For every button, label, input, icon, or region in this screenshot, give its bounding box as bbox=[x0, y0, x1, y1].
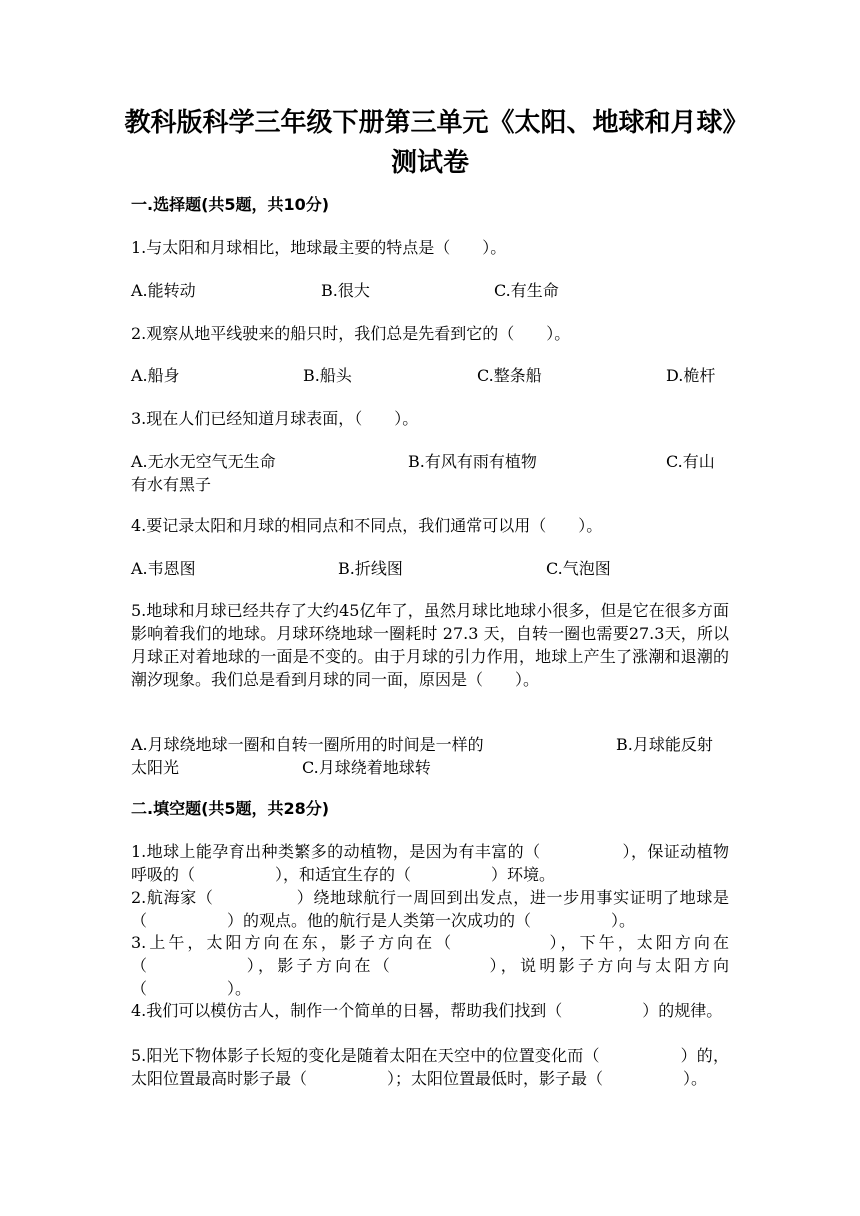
fill-item: 1.地球上能孕育出种类繁多的动植物，是因为有丰富的（ ），保证动植物呼吸的（ ），和适宜生存的（ ）环境。 bbox=[131, 842, 729, 884]
option-b: B.很大 bbox=[321, 281, 370, 300]
fill-item: 4.我们可以模仿古人，制作一个简单的日晷，帮助我们找到（ ）的规律。 bbox=[131, 1001, 723, 1020]
section-heading-choice: 一.选择题(共5题，共10分) bbox=[131, 195, 330, 214]
option-c: C.有生命 bbox=[494, 281, 559, 300]
option-b: B.月球能反射 bbox=[616, 735, 713, 754]
option-b: B.折线图 bbox=[338, 559, 403, 578]
option-b-continued: 太阳光 bbox=[131, 758, 180, 777]
option-a: A.月球绕地球一圈和自转一圈所用的时间是一样的 bbox=[131, 735, 484, 754]
option-a: A.能转动 bbox=[131, 281, 196, 300]
fill-item: 5.阳光下物体影子长短的变化是随着太阳在天空中的位置变化而（ ）的，太阳位置最高时影子最（ ）；太阳位置最低时，影子最（ ）。 bbox=[131, 1046, 729, 1088]
question-stem: 1.与太阳和月球相比，地球最主要的特点是（ ）。 bbox=[131, 238, 507, 257]
option-c: C.整条船 bbox=[477, 366, 542, 385]
option-c: C.有山 bbox=[666, 452, 715, 471]
question-stem: 4.要记录太阳和月球的相同点和不同点，我们通常可以用（ ）。 bbox=[131, 516, 603, 535]
fill-item: 3.上午，太阳方向在东，影子方向在（ ），下午，太阳方向在（ ），影子方向在（ ），说明影子方向与太阳方向（ ）。 bbox=[131, 933, 729, 998]
option-d: D.桅杆 bbox=[666, 366, 716, 385]
question-stem: 2.观察从地平线驶来的船只时，我们总是先看到它的（ ）。 bbox=[131, 324, 571, 343]
page-title: 教科版科学三年级下册第三单元《太阳、地球和月球》测试卷 bbox=[124, 108, 736, 178]
option-b: B.船头 bbox=[303, 366, 352, 385]
question-stem: 3.现在人们已经知道月球表面，（ ）。 bbox=[131, 409, 419, 428]
question-stem: 5.地球和月球已经共存了大约45亿年了，虽然月球比地球小很多，但是它在很多方面影响着我们的地球。月球环绕地球一圈耗时 27.3 天，自转一圈也需要27.3天，所以月球正对着地球的一面是不变的。由于月球的引力作用，地球上产生了涨潮和退潮的潮汐现象。我们总是看到月球的同一面，原因是（ ）。 bbox=[131, 601, 729, 689]
option-c-continued: 有水有黑子 bbox=[131, 475, 212, 494]
option-a: A.船身 bbox=[131, 366, 180, 385]
option-c: C.气泡图 bbox=[546, 559, 611, 578]
fill-item: 2.航海家（ ）绕地球航行一周回到出发点，进一步用事实证明了地球是（ ）的观点。他的航行是人类第一次成功的（ ）。 bbox=[131, 888, 729, 930]
option-b: B.有风有雨有植物 bbox=[408, 452, 537, 471]
option-c: C.月球绕着地球转 bbox=[302, 758, 431, 777]
option-a: A.无水无空气无生命 bbox=[131, 452, 276, 471]
option-a: A.韦恩图 bbox=[131, 559, 196, 578]
section-heading-fill: 二.填空题(共5题，共28分) bbox=[131, 799, 330, 818]
